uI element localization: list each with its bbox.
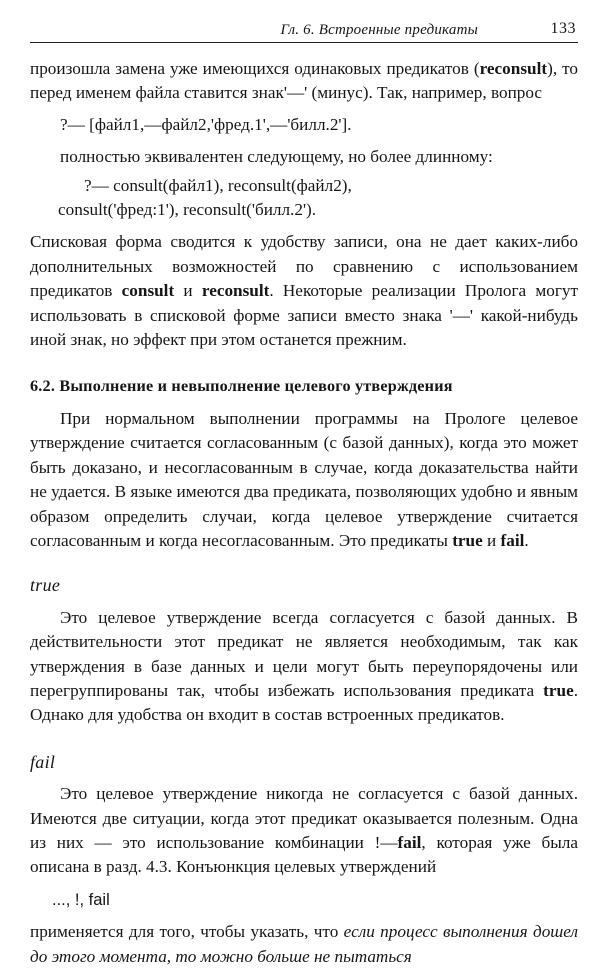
section-intro-paragraph: При нормальном выполнении программы на Прологе целевое утверждение считается согласованным (с базой данных), когда это может быть доказано, и несогласованным в случае, когда доказательства найти не удается. В языке имеются два предиката, позволяющих удобно и явным образом определить случаи, когда целевое утверждение считается согласованным и когда несогласованным. Это предикаты true и fail.: [30, 408, 578, 550]
running-head: [30, 18, 578, 43]
code-example-cut-fail: ..., !, fail: [52, 890, 110, 909]
true-heading: true: [30, 575, 61, 596]
true-description: Это целевое утверждение всегда согласуется с базой данных. В действительности этот предикат не является необходимым, так как утверждения в базе данных и цели могут быть переупорядочены или перегруппированы так, чтобы избежать использования предиката true. Однако для удобства он входит в состав встроенных предикатов.: [30, 607, 578, 725]
intro-paragraph: произошла замена уже имеющихся одинаковых предикатов (reconsult), то перед именем файла ставится знак'—' (минус). Так, например, вопрос: [30, 59, 578, 103]
code-example-long-line-1: ?— consult(файл1), reconsult(файл2),: [84, 175, 352, 195]
equivalence-text: полностью эквивалентен следующему, но более длинному:: [60, 147, 493, 167]
book-page: [30, 18, 578, 969]
code-example-list: ?— [файл1,—файл2,'фред.1',—'билл.2'].: [60, 114, 352, 134]
closing-paragraph: применяется для того, чтобы указать, что если процесс выполнения дошел до этого момента, то можно больше не пытаться: [30, 922, 578, 966]
list-form-paragraph: Списковая форма сводится к удобству записи, она не дает каких-либо дополнительных возможностей по сравнению с использованием предикатов consult и reconsult. Некоторые реализации Пролога могут использовать в списковой форме записи вместо знака '—' какой-нибудь иной знак, но эффект при этом останется прежним.: [30, 232, 578, 350]
fail-heading: fail: [30, 751, 56, 772]
chapter-title: Гл. 6. Встроенные предикаты: [280, 22, 478, 38]
code-example-long-line-2: consult('фред:1'), reconsult('билл.2').: [58, 200, 317, 220]
page-number: 133: [550, 20, 576, 37]
fail-description: Это целевое утверждение никогда не согласуется с базой данных. Имеются две ситуации, когда этот предикат оказывается полезным. Одна из них — это использование комбинации !—fail, которая уже была описана в разд. 4.3. Конъюнкция целевых утверждений: [30, 784, 578, 877]
section-heading: 6.2. Выполнение и невыполнение целевого утверждения: [30, 377, 453, 396]
